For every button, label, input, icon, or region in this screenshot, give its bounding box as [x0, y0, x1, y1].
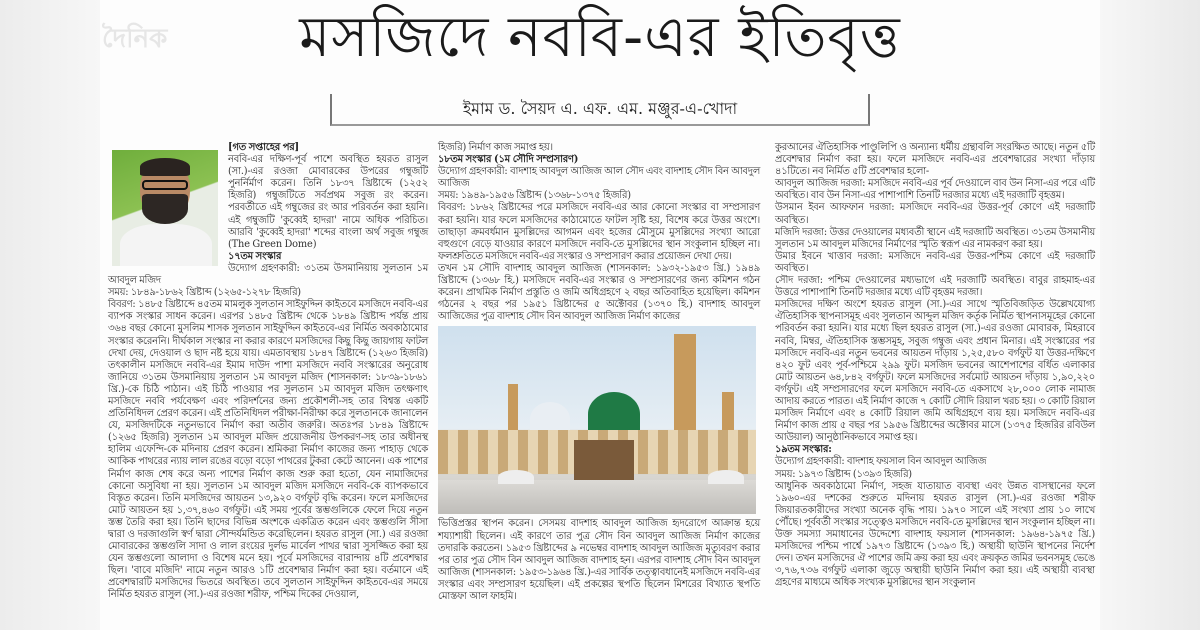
paragraph: হিজরি) নির্মাণ কাজ সমাপ্ত হয়। — [438, 142, 553, 153]
paragraph: বিবরণ: ১৪৮৫ খ্রিষ্টাব্দে ৪৫তম মামলুক সুলতান সাইফুদ্দিন কাইতবে মসজিদে নববি-এর ব্যাপক সংস্কার সাধন করেন। এরপর ১৪৮৫ খ্রিষ্টাব্দ থেকে ১৮৪৯ খ্রিষ্টাব্দ পর্যন্ত প্রায় ৩৬৪ বছর কোনো মুসলিম শাসক সুলতান সাইফুদ্দিন কাইতবে-এর নির্মিত অবকাঠামোর সংস্কার করেননি। দীর্ঘকাল সংস্কার না করার কারণে মসজিদের কিছু কিছু জায়গায় ফাটল দেখা দেয়, দেওয়াল ও ছাদ নষ্ট হয়ে যায়। এমতাবস্থায় ১৮৪৭ খ্রিষ্টাব্দে (১২৬৩ হিজরি) তৎকালীন মসজিদে নববি-এর ইমাম দাউদ পাশা মসজিদে নববি সংস্কারের অনুরোধ জানিয়ে ৩১তম উসমানিয়ায় সুলতান ১ম আবদুল মজিদ (শাসনকাল: ১৮৩৯-১৮৬১ খ্রি.)-কে চিঠি পাঠান। এই চিঠি পাওয়ার পর সুলতান ১ম আবদুল মজিদ তৎক্ষণাৎ মসজিদে নববি পর্যবেক্ষণ এবং পরিদর্শনের জন্য প্রকৌশলী-সহ তার বিশ্বস্ত একটি প্রতিনিধিদল প্রেরণ করেন। এই প্রতিনিধিদল পরীক্ষা-নিরীক্ষা করে সুলতানকে জানালেন যে, মসজিদটিকে নতুনভাবে নির্মাণ করা অতীব জরুরি। অতঃপর ১৮৪৯ খ্রিষ্টাব্দে (১২৬৫ হিজরি) সুলতান ১ম আবদুল মজিদ প্রয়োজনীয় উপকরণ-সহ তার অধীনস্থ হালিম এফেন্দি-কে মদিনায় প্রেরণ করেন। শ্রমিকরা নির্মাণ কাজের জন্য পাহাড় থেকে আকিক পাথরের ন্যায় লাল রঙের বড়ো বড়ো পাথরের টুকরা কেটে আনেন। এক পাশের নির্মাণ কাজ শেষ করে অন্য পাশের নির্মাণ কাজ শুরু করা হতো, যেন নামাজিদের কোনো অসুবিধা না হয়। সুলতান ১ম আবদুল মজিদ মসজিদে নববি-কে ব্যাপকভাবে বিস্তৃত করেন। তিনি মসজিদের আয়তন ১৩,৯২০ বর্গফুট বৃদ্ধি করেন। ফলে মসজিদের মোট আয়তন হয় ১,৩৭,৪৬০ বর্গফুট। এই সময় পূর্বের স্তম্ভগুলিকে ফেলে দিয়ে নতুন স্তম্ভ তৈরি করা হয়। তিনি ছাদের বিভিন্ন অংশকে একত্রিত করেন এবং স্তম্ভগুলি সীসা দ্বারা ও দরজাগুলি স্বর্ণ দ্বারা সৌন্দর্যমন্ডিত করেছিলেন। হযরত রাসুল (সা.) এর রওজা মোবারকের স্তম্ভগুলি সাদা ও লাল রংয়ের দুর্লভ মার্বেল পাথর দ্বারা সুসজ্জিত করা হয় যেন স্তম্ভগুলো আলাদা ও বিশেষ মনে হয়। পূর্বে মসজিদের বারান্দায় ৪টি প্রবেশদ্বার ছিল। 'বাবে মজিদি' নামে নতুন আরও ১টি প্রবেশদ্বার নির্মাণ করা হয়। বর্তমানে এই প্রবেশদ্বারটি মসজিদের ভিতরে অবস্থিত। তবে সুলতান সাইফুদ্দিন কাইতবে-এর সময়ে নির্মিত হযরত রাসুল (সা.)-এর রওজা শরীফ, পশ্চিম দিকের দেওয়াল, — [108, 299, 428, 601]
column-3 — [775, 142, 1095, 589]
paragraph: নববি-এর দক্ষিণ-পূর্ব পাশে অবস্থিত হযরত রাসুল (সা.)-এর রওজা মোবারকের উপরের গম্বুজটি পুনর্নির্মাণ করেন। তিনি ১৮৩৭ খ্রিষ্টাব্দে (১২৫২ হিজরি) গম্বুজটিতে সর্বপ্রথম সবুজ রং করেন। পরবর্তীতে এই গম্বুজের রং আর পরিবর্তন করা হয়নি। এই গম্বুজটি 'কুব্বেই হাদরা' নামে অধিক পরিচিত। আরবি 'কুব্বেই হাদরা' শব্দের বাংলা অর্থ সবুজ গম্বুজ (The Green Dome) — [228, 154, 428, 250]
paragraph: তখন ১ম সৌদি বাদশাহ আবদুল আজিজ (শাসনকাল: ১৯৩২-১৯৫৩ খ্রি.) ১৯৪৯ খ্রিষ্টাব্দে (১৩৬৮ হি.) মসজিদে নববি-এর সংস্কার ও সম্প্রসারণের জন্য কমিশন গঠন করেন। প্রাথমিক নির্মাণ প্রস্তুতি ও জমি অধিগ্রহণে ২ বছর অতিবাহিত হয়েছিল। কমিশন গঠনের ২ বছর পর ১৯৫১ খ্রিষ্টাব্দের ৫ অক্টোবর (১৩৭০ হি.) বাদশাহ আবদুল আজিজের পুত্র বাদশাহ সৌদ বিন আবদুল আজিজ নির্মাণ কাজের — [438, 262, 760, 323]
column-1 — [108, 142, 428, 602]
author-photo — [112, 150, 218, 266]
paragraph: বিবরণ: ১৮৬২ খ্রিষ্টাব্দের পরে মসজিদে নববি-এর আর কোনো সংস্কার বা সম্প্রসারণ করা হয়নি। যার ফলে মসজিদের কাঠামোতে ফাটল সৃষ্টি হয়, বিশেষ করে উত্তর অংশে। তাছাড়া ক্রমবর্ধমান মুসল্লিদের আগমন এবং হজের মৌসুমে মুসল্লিদের সংখ্যা আরো বহুগুণে বেড়ে যাওয়ার কারণে মসজিদে নববি-তে মুসল্লিদের স্থান সংকুলান হচ্ছিল না। ফলশ্রুতিতে মসজিদে নববি-এর সংস্কার ও সম্প্রসারণ করার প্রয়োজন দেখা দেয়। — [438, 202, 760, 262]
continued-label: [গত সপ্তাহের পর] — [228, 142, 299, 153]
initiator-line: উদ্যোগ গ্রহণকারী: বাদশাহ আবদুল আজিজ আল সৌদ এবং বাদশাহ সৌদ বিন আবদুল আজিজ — [438, 166, 760, 190]
mosque-photo — [438, 326, 756, 514]
door-item: মজিদি দরজা: উত্তর দেওয়ালের মধ্যবর্তী স্থানে এই দরজাটি অবস্থিত। ৩১তম উসমানীয় সুলতান ১ম আবদুল মজিদের নির্মাণের স্মৃতি স্বরূপ এর নামকরণ করা হয়। — [775, 226, 1095, 250]
door-item: উমার ইবনে খাত্তাব দরজা: মসজিদে নববি-এর উত্তর-পশ্চিম কোণে এই দরজাটি অবস্থিত। — [775, 250, 1095, 274]
door-item: উসমান ইবন আফফান দরজা: মসজিদে নববি-এর উত্তর-পূর্ব কোণে এই দরজাটি অবস্থিত। — [775, 202, 1095, 226]
period-line: সময়: ১৮৪৯-১৮৬২ খ্রিষ্টাব্দ (১২৬৫-১২৭৮ হিজরি) — [108, 287, 301, 299]
paragraph: মসজিদের দক্ষিণ অংশে হযরত রাসুল (সা.)-এর সাথে স্মৃতিবিজড়িত উল্লেখযোগ্য ঐতিহাসিক স্থাপনাসমূহ এবং সুলতান আব্দুল মজিদ কর্তৃক নির্মিত স্থাপনাসমূহের কোনো পরিবর্তন করা হয়নি। যার মধ্যে ছিল হযরত রাসুল (সা.)-এর রওজা মোবারক, মিহরাবে নববি, মিম্বর, ঐতিহাসিক স্তম্ভসমূহ, সবুজ গম্বুজ এবং প্রধান মিনার। এই সংস্কারের পর মসজিদে নববি-এর নতুন ভবনের আয়তন দাঁড়ায় ১,২৫,৫৮০ বর্গফুট যা উত্তর-দক্ষিণে ৪২০ ফুট এবং পূর্ব-পশ্চিমে ২৯৯ ফুট। মসজিদ ভবনের আশেপাশের বর্ধিত এলাকার মোট আয়তন ৬৪,৮৪২ বর্গফুট। ফলে মসজিদের সর্বমোট আয়তন দাঁড়ায় ১,৯০,২২০ বর্গফুট। এই সম্প্রসারণের ফলে মসজিদে নববি-তে একসাথে ২৮,০০০ লোক নামাজ আদায় করতে পারত। এই নির্মাণ কাজে ৭ কোটি সৌদি রিয়াল খরচ হয়। ৩ কোটি রিয়াল মসজিদ নির্মাণে এবং ৪ কোটি রিয়াল জমি অধিগ্রহণে ব্যয় হয়। মসজিদে নববি-এর নির্মাণ কাজ প্রায় ৫ বছর পর ১৯৫৬ খ্রিষ্টাব্দের অক্টোবর মাসে (১৩৭৫ হিজরির রবিউল আউয়াল) আনুষ্ঠানিকভাবে সমাপ্ত হয়। — [775, 299, 1095, 444]
newspaper-page — [100, 0, 1100, 630]
section-heading: ১৮তম সংস্কার (১ম সৌদি সম্প্রসারণ) — [438, 154, 579, 166]
paragraph: কুরআনের ঐতিহাসিক পাণ্ডুলিপি ও অন্যান্য ধর্মীয় গ্রন্থাবলি সংরক্ষিত আছে। নতুন ৫টি প্রবেশদ্বার নির্মাণ করা হয়। ফলে মসজিদে নববি-এর প্রবেশদ্বারের সংখ্যা দাঁড়ায় ৪১টিতে। নব নির্মিত ৫টি প্রবেশদ্বার হলো- — [775, 142, 1095, 178]
column-2 — [438, 142, 760, 603]
left-margin — [0, 0, 100, 630]
paragraph: আধুনিক অবকাঠামো নির্মাণ, সহজ যাতায়াত ব্যবস্থা এবং উন্নত বাসস্থানের ফলে ১৯৬০-এর দশকের শুরুতে মদিনায় হযরত রাসুল (সা.)-এর রওজা শরীফ জিয়ারতকারীদের সংখ্যা অনেক বৃদ্ধি পায়। ১৯৭০ সালে এই সংখ্যা প্রায় ১০ লাখে পৌঁছে। পূর্ববর্তী সংস্কার সত্ত্বেও মসজিদে নববি-তে মুসল্লিদের স্থান সংকুলান হচ্ছিল না। উক্ত সমস্যা সমাধানের উদ্দেশ্যে বাদশাহ ফয়সাল (শাসনকাল: ১৯৬৪-১৯৭৫ খ্রি.) মসজিদের পশ্চিম পার্শ্বে ১৯৭৩ খ্রিষ্টাব্দে (১৩৯৩ হি.) অস্থায়ী ছাউনি স্থাপনের নির্দেশ দেন। তখন মসজিদের ঐ পাশের জমি ক্রয় করা হয় এবং ক্রয়কৃত জমির ভবনসমূহ ভেঙে ৩,৭৬,৭৩৬ বর্গফুট এলাকা জুড়ে অস্থায়ী ছাউনি নির্মাণ করা হয়। এই অস্থায়ী ব্যবস্থা গ্রহণের মাধ্যমে অধিক সংখ্যক মুসল্লিদের স্থান সংকুলান — [775, 480, 1095, 589]
period-line: সময়: ১৯৭৩ খ্রিষ্টাব্দ (১৩৯৩ হিজরি) — [775, 468, 912, 480]
section-heading: ১৯তম সংস্কার: — [775, 444, 832, 456]
paragraph: ভিত্তিপ্রস্তর স্থাপন করেন। সেসময় বাদশাহ আবদুল আজিজ হৃদরোগে আক্রান্ত হয়ে শয্যাশায়ী ছিলেন। এই কারণে তার পুত্র সৌদ বিন আবদুল আজিজ নির্মাণ কাজের তদারকি করতেন। ১৯৫৩ খ্রিষ্টাব্দের ৯ নভেম্বর বাদশাহ আবদুল আজিজ মৃত্যুবরণ করার পর তার পুত্র সৌদ বিন আবদুল আজিজ বাদশাহ হন। এরপর বাদশাহ সৌদ বিন আবদুল আজিজ (শাসনকাল: ১৯৫৩-১৯৬৪ খ্রি.)-এর সার্বিক তত্ত্বাবধানেই মসজিদে নববি-এর সংস্কার এবং সম্প্রসারণ হয়েছিল। এই প্রকল্পের স্থপতি ছিলেন মিশরের বিখ্যাত স্থপতি মোস্তফা আল ফাহমি। — [438, 518, 760, 602]
period-line: সময়: ১৯৪৯-১৯৫৬ খ্রিষ্টাব্দ (১৩৬৮-১৩৭৫ হিজরি) — [438, 190, 631, 202]
watermark-brand: দৈনিক — [102, 24, 168, 54]
initiator-line: উদ্যোগ গ্রহণকারী: বাদশাহ ফয়সাল বিন আবদুল আজিজ — [775, 456, 987, 468]
right-margin — [1100, 0, 1200, 630]
byline — [330, 94, 870, 126]
author-name: ইমাম ড. সৈয়দ এ. এফ. এম. মঞ্জুর-এ-খোদা — [462, 99, 738, 118]
door-item: আবদুল আজিজ দরজা: মসজিদে নববি-এর পূর্ব দেওয়ালে বাব উন নিসা-এর পরে এটি অবস্থিত। বাব উন নিসা-এর পাশাপাশি তিনটি দরজার মধ্যে এই দরজাটি বৃহত্তম। — [775, 178, 1095, 202]
door-item: সৌদ দরজা: পশ্চিম দেওয়ালের মধ্যভাগে এই দরজাটি অবস্থিত। বাবুর রাহমাহ-এর উত্তরে পাশাপাশি তিনটি দরজার মধ্যে এটি বৃহত্তম দরজা। — [775, 275, 1095, 299]
section-heading: ১৭তম সংস্কার — [228, 250, 282, 262]
headline: মসজিদে নববি-এর ইতিবৃত্ত — [299, 5, 901, 70]
initiator-line: উদ্যোগ গ্রহণকারী: ৩১তম উসমানিয়ায় সুলতান ১ম আবদুল মজিদ — [108, 262, 428, 287]
